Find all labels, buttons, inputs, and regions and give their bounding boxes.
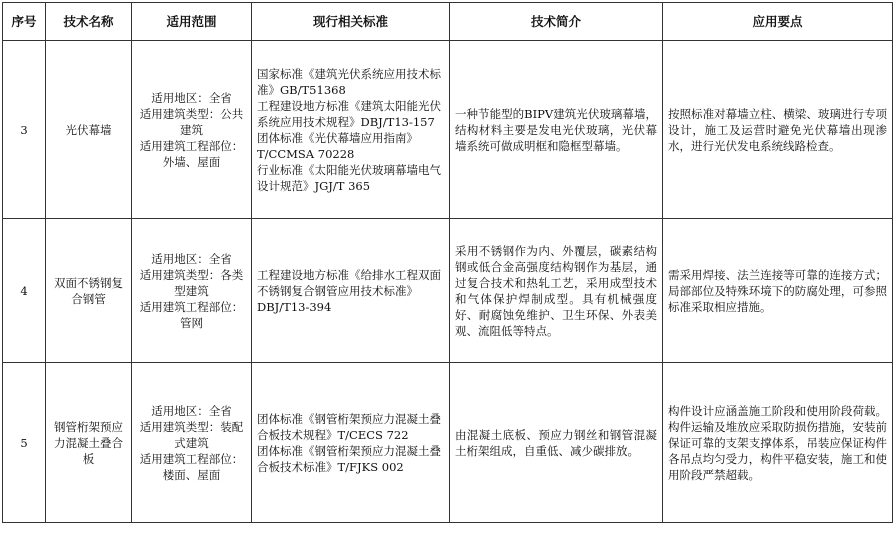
- scope-building-type: 适用建筑类型：装配式建筑: [139, 419, 244, 450]
- standard-item: 工程建设地方标准《给排水工程双面不锈钢复合钢管应用技术标准》DBJ/T13-394: [257, 267, 441, 314]
- introduction-cell: [450, 41, 663, 219]
- header-introduction: 技术简介: [450, 3, 663, 41]
- technology-table: [2, 2, 893, 523]
- row-number: 5: [3, 363, 46, 523]
- standard-item: 团体标准《钢管桁架预应力混凝土叠合板技术规程》T/CECS 722: [257, 411, 441, 442]
- table-row: [3, 41, 893, 219]
- technology-name: 双面不锈钢复合钢管: [46, 219, 132, 363]
- application-points-cell: [663, 41, 893, 219]
- scope-building-part: 适用建筑工程部位：楼面、屋面: [139, 451, 244, 482]
- introduction-text: 采用不锈钢作为内、外覆层，碳素结构钢或低合金高强度结构钢作为基层，通过复合技术和热轧工艺，采用成型技术和气体保护焊制成型。具有机械强度好、耐腐蚀免维护、卫生环保、外表美观、流阻低等特点。: [455, 243, 657, 338]
- table-header-row: [3, 3, 893, 41]
- standard-item: 团体标准《钢管桁架预应力混凝土叠合板技术标准》T/FJKS 002: [257, 443, 441, 474]
- introduction-cell: [450, 219, 663, 363]
- standard-item: 工程建设地方标准《建筑太阳能光伏系统应用技术规程》DBJ/T13-157: [257, 98, 441, 129]
- application-points-text: 按照标准对幕墙立柱、横梁、玻璃进行专项设计，施工及运营时避免光伏幕墙出现渗水，进行光伏发电系统线路检查。: [668, 106, 887, 153]
- scope-cell: [132, 219, 252, 363]
- standards-cell: [252, 41, 450, 219]
- standard-item: 国家标准《建筑光伏系统应用技术标准》GB/T51368: [257, 66, 441, 97]
- technology-name: 钢管桁架预应力混凝土叠合板: [46, 363, 132, 523]
- application-points-cell: [663, 219, 893, 363]
- table-row: [3, 363, 893, 523]
- standards-cell: [252, 219, 450, 363]
- scope-region: 适用地区：全省: [151, 90, 232, 105]
- introduction-text: 一种节能型的BIPV建筑光伏玻璃幕墙，结构材料主要是发电光伏玻璃，光伏幕墙系统可做成明框和隐框型幕墙。: [455, 106, 657, 153]
- scope-building-part: 适用建筑工程部位：管网: [139, 299, 244, 330]
- application-points-text: 构件设计应涵盖施工阶段和使用阶段荷载。构件运输及堆放应采取防损伤措施，安装前保证可靠的支架支撑体系，吊装应保证构件各吊点均匀受力，构件平稳安装，施工和使用阶段严禁超载。: [668, 403, 887, 482]
- introduction-cell: [450, 363, 663, 523]
- standard-item: 行业标准《太阳能光伏玻璃幕墙电气设计规范》JGJ/T 365: [257, 162, 441, 193]
- header-scope: 适用范围: [132, 3, 252, 41]
- application-points-cell: [663, 363, 893, 523]
- scope-region: 适用地区：全省: [151, 251, 232, 266]
- header-application-points: 应用要点: [663, 3, 893, 41]
- header-standards: 现行相关标准: [252, 3, 450, 41]
- header-number: 序号: [3, 3, 46, 41]
- row-number: 3: [3, 41, 46, 219]
- introduction-text: 由混凝土底板、预应力钢丝和钢管混凝土桁架组成，自重低、减少碳排放。: [455, 427, 657, 458]
- scope-building-type: 适用建筑类型：公共建筑: [139, 106, 244, 137]
- standards-cell: [252, 363, 450, 523]
- header-technology-name: 技术名称: [46, 3, 132, 41]
- scope-cell: [132, 41, 252, 219]
- scope-cell: [132, 363, 252, 523]
- application-points-text: 需采用焊接、法兰连接等可靠的连接方式；局部部位及特殊环境下的防腐处理，可参照标准采取相应措施。: [668, 267, 887, 314]
- scope-region: 适用地区：全省: [151, 403, 232, 418]
- scope-building-part: 适用建筑工程部位：外墙、屋面: [139, 138, 244, 169]
- row-number: 4: [3, 219, 46, 363]
- standard-item: 团体标准《光伏幕墙应用指南》T/CCMSA 70228: [257, 130, 418, 161]
- technology-name: 光伏幕墙: [46, 41, 132, 219]
- scope-building-type: 适用建筑类型：各类型建筑: [139, 267, 244, 298]
- table-row: [3, 219, 893, 363]
